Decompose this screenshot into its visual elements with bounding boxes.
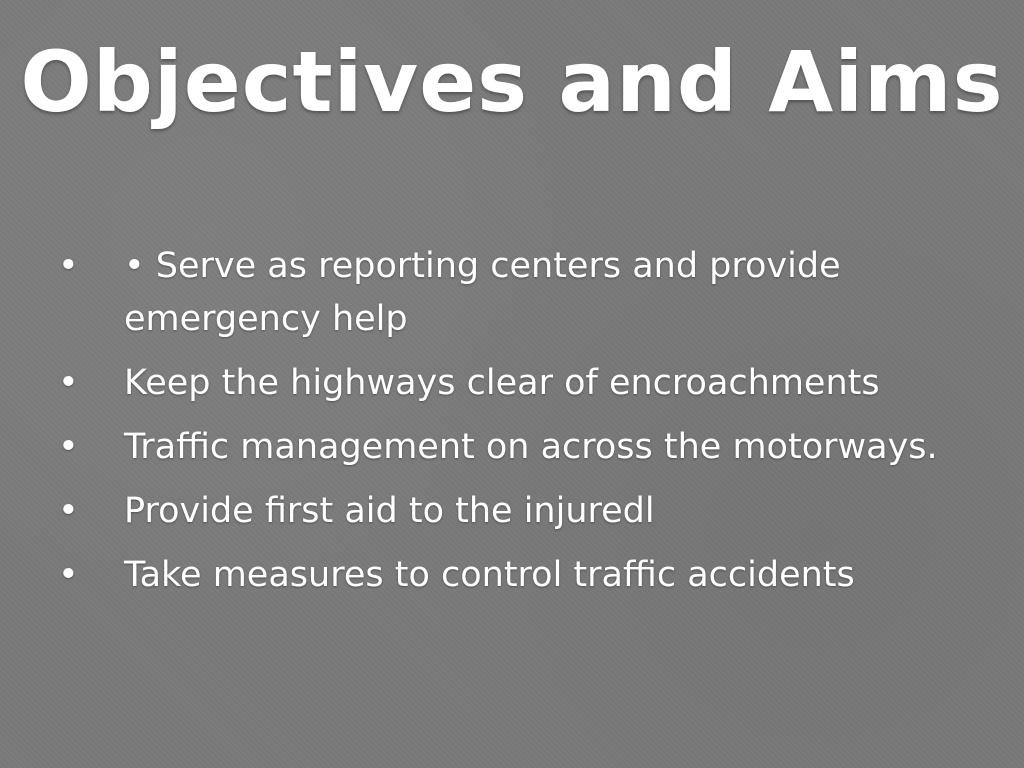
bullet-text: Traffic management on across the motorways. [124,427,938,467]
bullet-icon: • [58,363,79,403]
bullet-item [58,485,958,538]
bullet-icon: • [58,246,79,286]
bullet-icon: • [58,491,79,531]
bullet-text: Provide first aid to the injuredl [124,491,655,531]
bullet-text: Keep the highways clear of encroachments [124,363,880,403]
bullet-item [58,240,958,346]
bullet-item [58,421,958,474]
bullet-icon: • [58,555,79,595]
bullet-item [58,549,958,602]
bullet-item [58,357,958,410]
slide-title: Objectives and Aims [20,33,1004,131]
bullet-text: • Serve as reporting centers and provide emergency help [124,246,841,339]
bullet-icon: • [58,427,79,467]
bullet-list [58,240,958,613]
bullet-text: Take measures to control traffic accidents [124,555,855,595]
